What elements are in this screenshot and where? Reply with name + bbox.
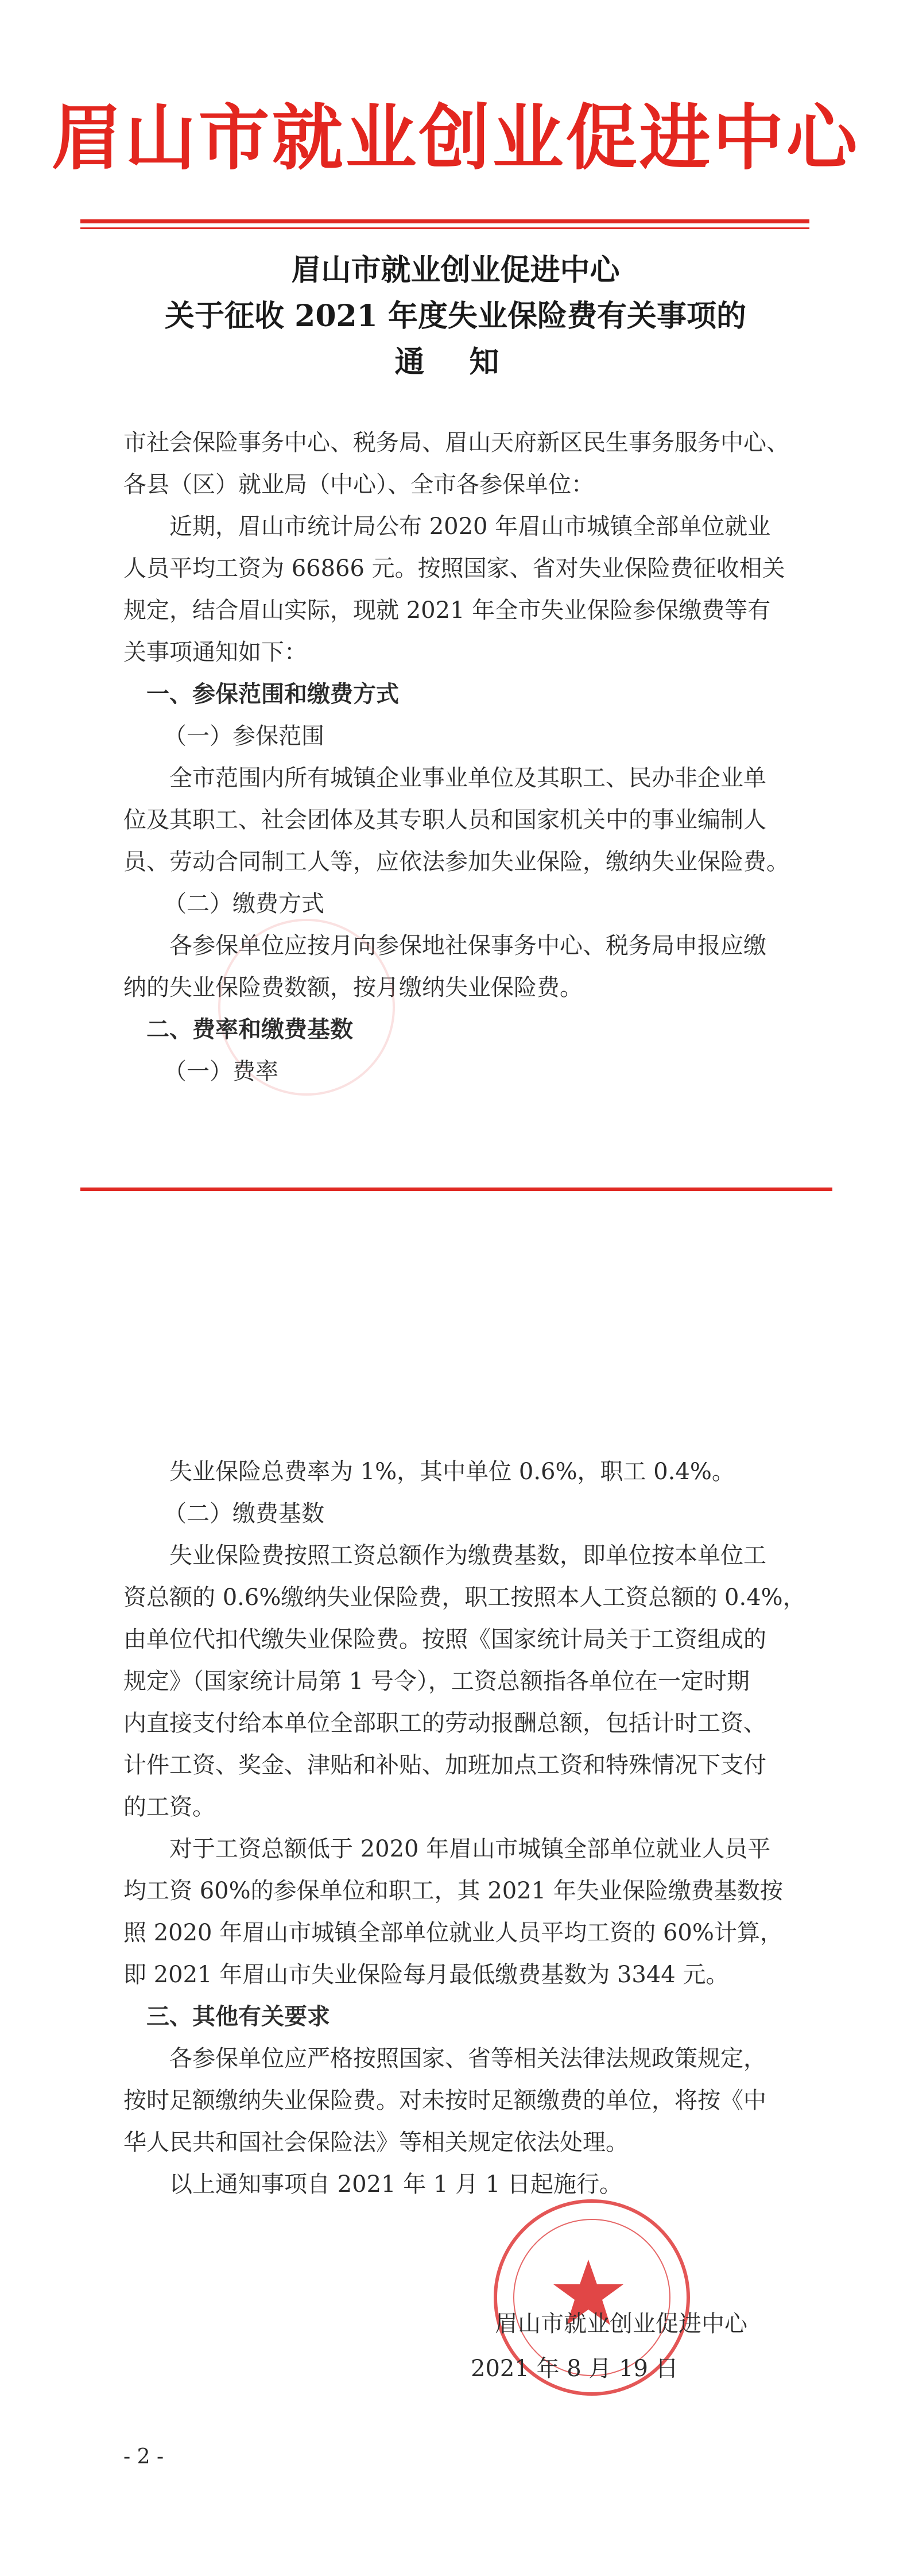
section2-sub1-line: 失业保险总费率为 1%，其中单位 0.6%，职工 0.4%。 (169, 1459, 735, 1485)
doc-title-line3: 通 知 (394, 345, 517, 380)
signature-date: 2021 年 8 月 19 日 (471, 2355, 679, 2382)
section2-sub2-line: 失业保险费按照工资总额作为缴费基数，即单位按本单位工 (169, 1542, 766, 1569)
section2-sub2-line: 内直接支付给本单位全部职工的劳动报酬总额，包括计时工资、 (123, 1710, 766, 1736)
section1-sub2-line: 纳的失业保险费数额，按月缴纳失业保险费。 (123, 974, 583, 1001)
signature-org: 眉山市就业创业促进中心 (495, 2311, 747, 2337)
section1-heading: 一、参保范围和缴费方式 (146, 681, 399, 707)
section2-para2-line: 照 2020 年眉山市城镇全部单位就业人员平均工资的 60%计算， (123, 1920, 783, 1946)
section3-heading: 三、其他有关要求 (146, 2003, 330, 2030)
addressee-line1: 市社会保险事务中心、税务局、眉山天府新区民生事务服务中心、 (123, 430, 789, 456)
section2-sub2-heading: （二）缴费基数 (164, 1500, 324, 1527)
section2-para2-line: 均工资 60%的参保单位和职工，其 2021 年失业保险缴费基数按 (123, 1878, 783, 1904)
section1-sub1-line: 位及其职工、社会团体及其专职人员和国家机关中的事业编制人 (123, 807, 766, 833)
header-rule-thin (80, 227, 809, 229)
section2-sub2-line: 计件工资、奖金、津贴和补贴、加班加点工资和特殊情况下支付 (123, 1752, 766, 1778)
section1-sub1-line: 员、劳动合同制工人等，应依法参加失业保险，缴纳失业保险费。 (123, 849, 789, 875)
header-rule-thick (80, 219, 809, 223)
page-break-divider (80, 1188, 832, 1191)
section1-sub2-line: 各参保单位应按月向参保地社保事务中心、税务局申报应缴 (169, 933, 766, 959)
page-number: - 2 - (123, 2445, 164, 2469)
section2-sub2-line: 资总额的 0.6%缴纳失业保险费，职工按照本人工资总额的 0.4%， (123, 1584, 806, 1611)
section2-para2-line: 即 2021 年眉山市失业保险每月最低缴费基数为 3344 元。 (123, 1962, 729, 1988)
intro-line: 近期，眉山市统计局公布 2020 年眉山市城镇全部单位就业 (169, 513, 771, 540)
intro-line: 规定，结合眉山实际，现就 2021 年全市失业保险参保缴费等有 (123, 597, 771, 624)
section3-line: 按时足额缴纳失业保险费。对未按时足额缴费的单位，将按《中 (123, 2087, 766, 2114)
addressee-line2: 各县（区）就业局（中心）、全市各参保单位： (123, 471, 594, 498)
intro-line: 人员平均工资为 66866 元。按照国家、省对失业保险费征收相关 (123, 555, 785, 582)
section3-line: 华人民共和国社会保险法》等相关规定依法处理。 (123, 2129, 629, 2156)
section1-sub2-heading: （二）缴费方式 (164, 891, 324, 917)
section2-sub2-line: 的工资。 (123, 1794, 215, 1820)
intro-line: 关事项通知如下： (123, 639, 307, 666)
doc-title-line1: 眉山市就业创业促进中心 (291, 253, 620, 288)
section2-sub2-line: 规定》（国家统计局第 1 号令），工资总额指各单位在一定时期 (123, 1668, 750, 1695)
closing-line: 以上通知事项自 2021 年 1 月 1 日起施行。 (169, 2171, 622, 2198)
section2-sub1-heading: （一）费率 (164, 1058, 278, 1085)
section2-heading: 二、费率和缴费基数 (146, 1016, 353, 1043)
section1-sub1-line: 全市范围内所有城镇企业事业单位及其职工、民办非企业单 (169, 765, 766, 791)
section1-sub1-heading: （一）参保范围 (164, 723, 324, 749)
section3-line: 各参保单位应严格按照国家、省等相关法律法规政策规定， (169, 2045, 766, 2072)
letterhead-title: 眉山市就业创业促进中心 (51, 97, 860, 180)
section2-sub2-line: 由单位代扣代缴失业保险费。按照《国家统计局关于工资组成的 (123, 1626, 766, 1653)
doc-title-line2: 关于征收 2021 年度失业保险费有关事项的 (165, 299, 746, 334)
section2-para2-line: 对于工资总额低于 2020 年眉山市城镇全部单位就业人员平 (169, 1836, 771, 1862)
